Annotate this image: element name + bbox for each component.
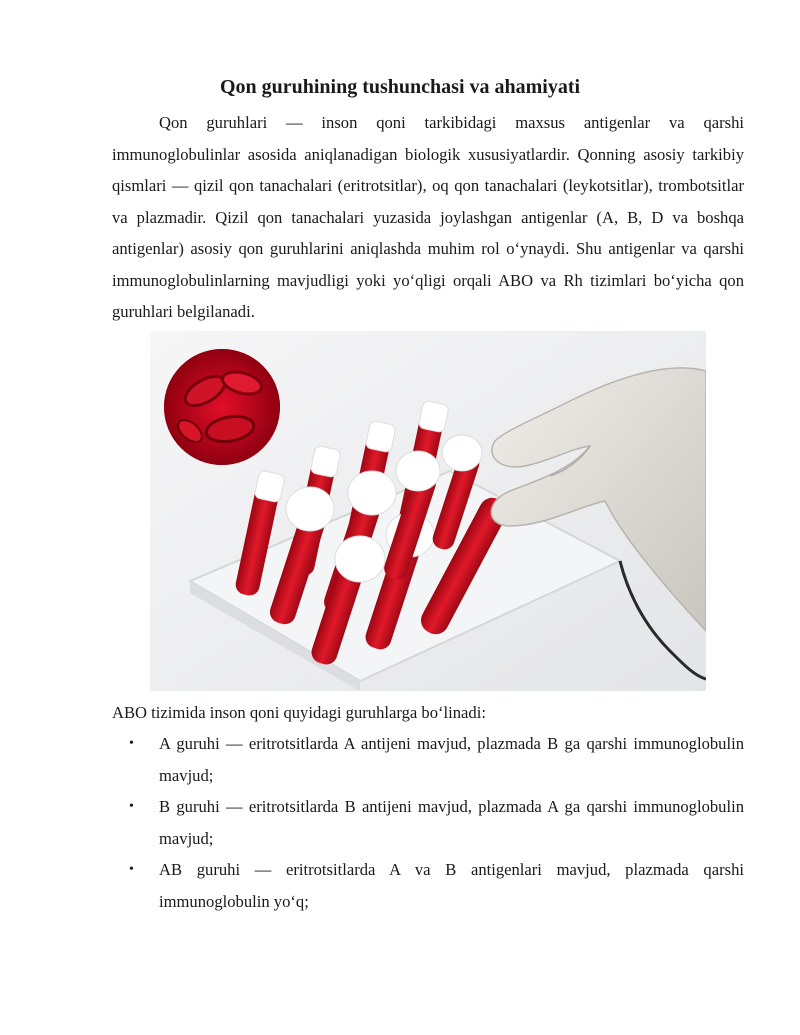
blood-test-tubes-illustration bbox=[150, 331, 706, 691]
document-title: Qon guruhining tushunchasi va ahamiyati bbox=[219, 76, 581, 98]
list-item-text: B guruhi — eritrotsitlarda B antijeni mavjud, plazmada A ga qarshi immunoglobulin mavjud; bbox=[159, 797, 744, 848]
bullet-marker: • bbox=[129, 799, 134, 814]
abo-intro-text: ABO tizimida inson qoni quyidagi guruhlarga boʻlinadi: bbox=[112, 703, 486, 722]
bullet-marker: • bbox=[129, 736, 134, 751]
blood-test-tubes-image bbox=[150, 331, 706, 691]
blood-group-list bbox=[112, 728, 744, 917]
list-item-text: AB guruhi — eritrotsitlarda A va B antigenlari mavjud, plazmada qarshi immunoglobulin yoʻq; bbox=[159, 860, 744, 911]
bullet-marker: • bbox=[129, 862, 134, 877]
list-item-group-ab bbox=[112, 854, 744, 917]
body-paragraph: Qon guruhlari — inson qoni tarkibidagi maxsus antigenlar va qarshi immunoglobulinlar asosida aniqlanadigan biologik xususiyatlardir. Qonning asosiy tarkibiy qismlari — qizil qon tanachalari (eritrotsitlar), oq qon tanachalari (leykotsitlar), trombotsitlar va plazmadir. Qizil qon tanachalari yuzasida joylashgan antigenlar (A, B, D va boshqa antigenlar) asosiy qon guruhlarini aniqlashda muhim rol oʻynaydi. Shu antigenlar va qarshi immunoglobulinlarning mavjudligi yoki yoʻqligi orqali ABO va Rh tizimlari boʻyicha qon guruhlari belgilanadi. bbox=[112, 113, 744, 321]
list-item-group-a bbox=[112, 728, 744, 791]
list-item-group-b bbox=[112, 791, 744, 854]
list-item-text: A guruhi — eritrotsitlarda A antijeni mavjud, plazmada B ga qarshi immunoglobulin mavjud; bbox=[159, 734, 744, 785]
